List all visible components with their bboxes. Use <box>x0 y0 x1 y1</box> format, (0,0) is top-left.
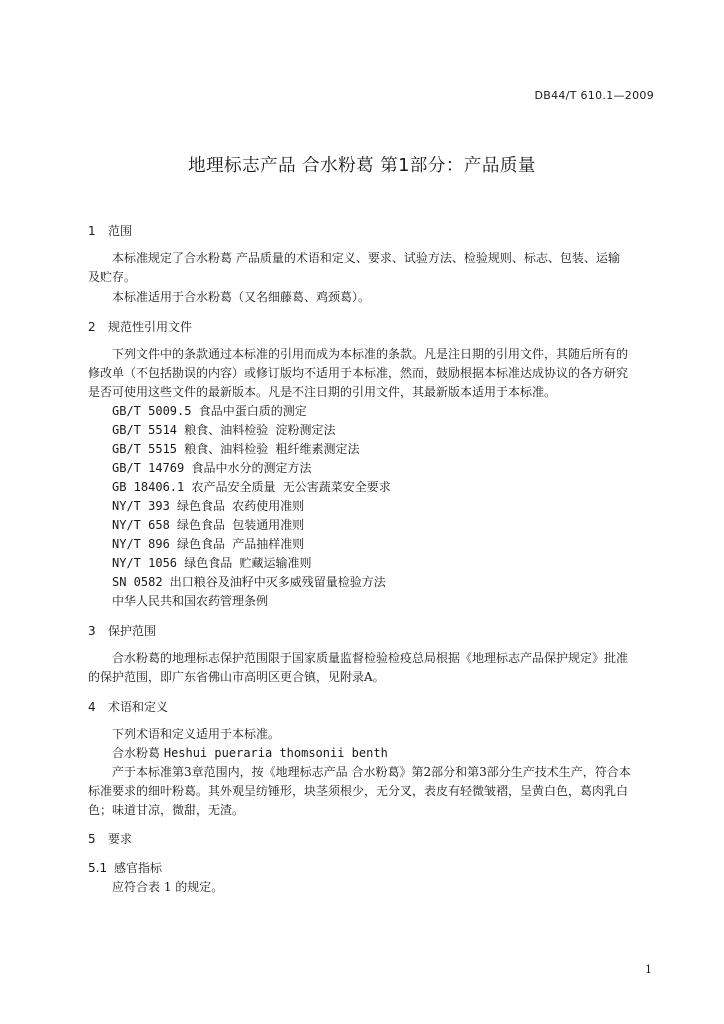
section-title: 保护范围 <box>108 624 157 638</box>
standard-code: DB44/T 610.1—2009 <box>534 89 654 102</box>
reference-item: GB/T 5514 粮食、油料检验 淀粉测定法 <box>112 423 336 437</box>
reference-item: NY/T 1056 绿色食品 贮藏运输准则 <box>112 556 312 570</box>
document-title: 地理标志产品 合水粉葛 第1部分：产品质量 <box>188 156 536 176</box>
page-number: 1 <box>645 963 652 976</box>
section-number: 1 <box>88 224 96 238</box>
section-1-heading <box>88 222 132 239</box>
paragraph-line: 下列术语和定义适用于本标准。 <box>112 727 281 741</box>
reference-item: GB/T 5009.5 食品中蛋白质的测定 <box>112 404 307 418</box>
paragraph-line: 色；味道甘凉，微甜，无渣。 <box>88 803 245 817</box>
section-number: 5.1 <box>88 861 108 875</box>
reference-item: SN 0582 出口粮谷及油籽中灭多威残留量检验方法 <box>112 575 386 589</box>
paragraph-line: 本标准适用于合水粉葛（又名细藤葛、鸡颈葛）。 <box>112 290 371 304</box>
section-title: 要求 <box>108 832 133 846</box>
reference-item: 中华人民共和国农药管理条例 <box>112 594 269 608</box>
section-3-heading <box>88 622 156 639</box>
paragraph-line: 及贮存。 <box>88 270 137 284</box>
paragraph-line: 标准要求的细叶粉葛。其外观呈纺锤形，块茎须根少，无分叉，表皮有轻微皱褶，呈黄白色，葛肉乳白 <box>88 784 629 798</box>
subsection-5-1-heading <box>88 859 162 876</box>
reference-item: GB 18406.1 农产品安全质量 无公害蔬菜安全要求 <box>112 480 391 494</box>
paragraph-line: 合水粉葛的地理标志保护范围限于国家质量监督检验检疫总局根据《地理标志产品保护规定》批准 <box>112 651 629 665</box>
section-4-heading <box>88 698 168 715</box>
paragraph-line: 是否可使用这些文件的最新版本。凡是不注日期的引用文件，其最新版本适用于本标准。 <box>88 385 557 399</box>
paragraph-line: 本标准规定了合水粉葛 产品质量的术语和定义、要求、试验方法、检验规则、标志、包装、运输 <box>112 251 620 265</box>
section-title: 规范性引用文件 <box>108 320 193 334</box>
section-title: 范围 <box>108 224 133 238</box>
section-2-heading <box>88 318 192 335</box>
reference-item: NY/T 393 绿色食品 农药使用准则 <box>112 499 305 513</box>
reference-item: GB/T 5515 粮食、油料检验 粗纤维素测定法 <box>112 442 360 456</box>
paragraph-line: 的保护范围，即广东省佛山市高明区更合镇，见附录A。 <box>88 670 385 684</box>
paragraph-line: 产于本标准第3章范围内，按《地理标志产品 合水粉葛》第2部分和第3部分生产技术生产，符合本 <box>112 765 631 779</box>
section-title: 术语和定义 <box>108 700 169 714</box>
term-latin: Heshui pueraria thomsonii benth <box>163 746 388 760</box>
section-title: 感官指标 <box>114 861 163 875</box>
reference-item: GB/T 14769 食品中水分的测定方法 <box>112 461 312 475</box>
section-number: 4 <box>88 700 96 714</box>
term-chinese: 合水粉葛 <box>112 746 161 760</box>
section-number: 2 <box>88 320 96 334</box>
paragraph-line: 下列文件中的条款通过本标准的引用而成为本标准的条款。凡是注日期的引用文件，其随后所有的 <box>112 347 629 361</box>
section-number: 5 <box>88 832 96 846</box>
reference-item: NY/T 658 绿色食品 包装通用准则 <box>112 518 305 532</box>
section-5-heading <box>88 830 132 847</box>
paragraph-line: 应符合表 1 的规定。 <box>112 880 224 894</box>
reference-item: NY/T 896 绿色食品 产品抽样准则 <box>112 537 305 551</box>
section-number: 3 <box>88 624 96 638</box>
paragraph-line: 修改单（不包括勘误的内容）或修订版均不适用于本标准，然而，鼓励根据本标准达成协议的各方研究 <box>88 366 629 380</box>
term-entry <box>112 744 388 763</box>
